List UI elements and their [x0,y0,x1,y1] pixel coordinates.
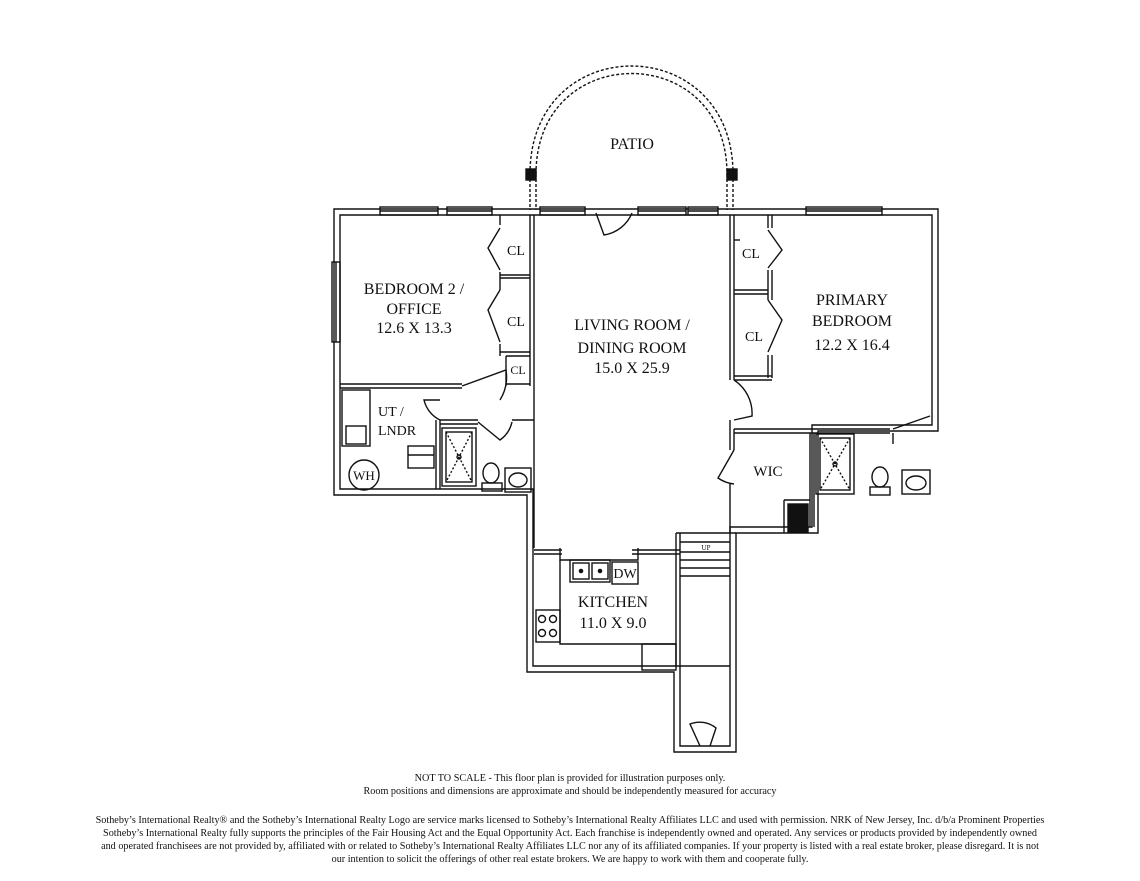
living-name-line1: LIVING ROOM / [574,317,690,334]
primary-dimensions: 12.2 X 16.4 [814,337,890,354]
patio-label: PATIO [610,136,654,153]
bath-fixtures-left [442,428,531,492]
living-dimensions: 15.0 X 25.9 [594,360,670,377]
legal-notice-line1: Sotheby’s International Realty® and the Sotheby’s International Realty Logo are service marks licensed to Sotheby’s International Realty Affiliates LLC and used with permission. NRK of New Jersey, Inc. d/b/a Prominent Properties [95,815,1045,826]
closet-label-primary-top: CL [742,247,760,262]
kitchen-name: KITCHEN [577,594,649,611]
primary-name-line1: PRIMARY [815,292,889,309]
legal-notice [0,814,1140,866]
dishwasher-label: DW [613,567,637,582]
water-heater-label: WH [353,468,375,483]
patio-post-right [727,169,737,180]
stairs [680,542,730,666]
closet-label-bed2-small: CL [510,363,526,377]
kitchen-dimensions: 11.0 X 9.0 [579,615,647,632]
primary-name-line2: BEDROOM [811,313,893,330]
utility-label-line1: UT / [378,405,404,420]
scale-disclaimer [0,772,1140,798]
bath-fixtures-right [816,434,930,495]
stairs-up-label: UP [701,544,711,552]
living-name-line2: DINING ROOM [577,340,687,357]
utility-label-line2: LNDR [378,424,417,439]
bedroom2-dimensions: 12.6 X 13.3 [376,320,452,337]
closet-label-primary-bottom: CL [745,330,763,345]
legal-notice-line3: and operated franchisees are not provided by, affiliated with or related to Sotheby’s International Realty Affiliates LLC nor any of its affiliated companies. If your property is listed with a real estate broker, please disregard. It is not [101,841,1039,852]
closet-label-bed2-top: CL [507,244,525,259]
mechanical-chase [788,504,808,532]
closet-label-bed2-mid: CL [507,315,525,330]
legal-notice-line2: Sotheby’s International Realty fully supports the principles of the Fair Housing Act and the Equal Opportunity Act. Each franchise is independently owned and operated. Any services or products provided by independently owned [103,828,1037,839]
scale-disclaimer-line2: Room positions and dimensions are approximate and should be independently measured for accuracy [363,786,777,797]
patio-post-left [526,169,536,180]
bedroom2-name-line1: BEDROOM 2 / [363,281,465,298]
wic-label: WIC [753,464,783,480]
bedroom2-name-line2: OFFICE [386,301,442,318]
legal-notice-line4: our intention to solicit the offerings of other real estate brokers. We are happy to work with them and cooperate fully. [331,854,809,865]
scale-disclaimer-line1: NOT TO SCALE - This floor plan is provided for illustration purposes only. [414,773,726,784]
